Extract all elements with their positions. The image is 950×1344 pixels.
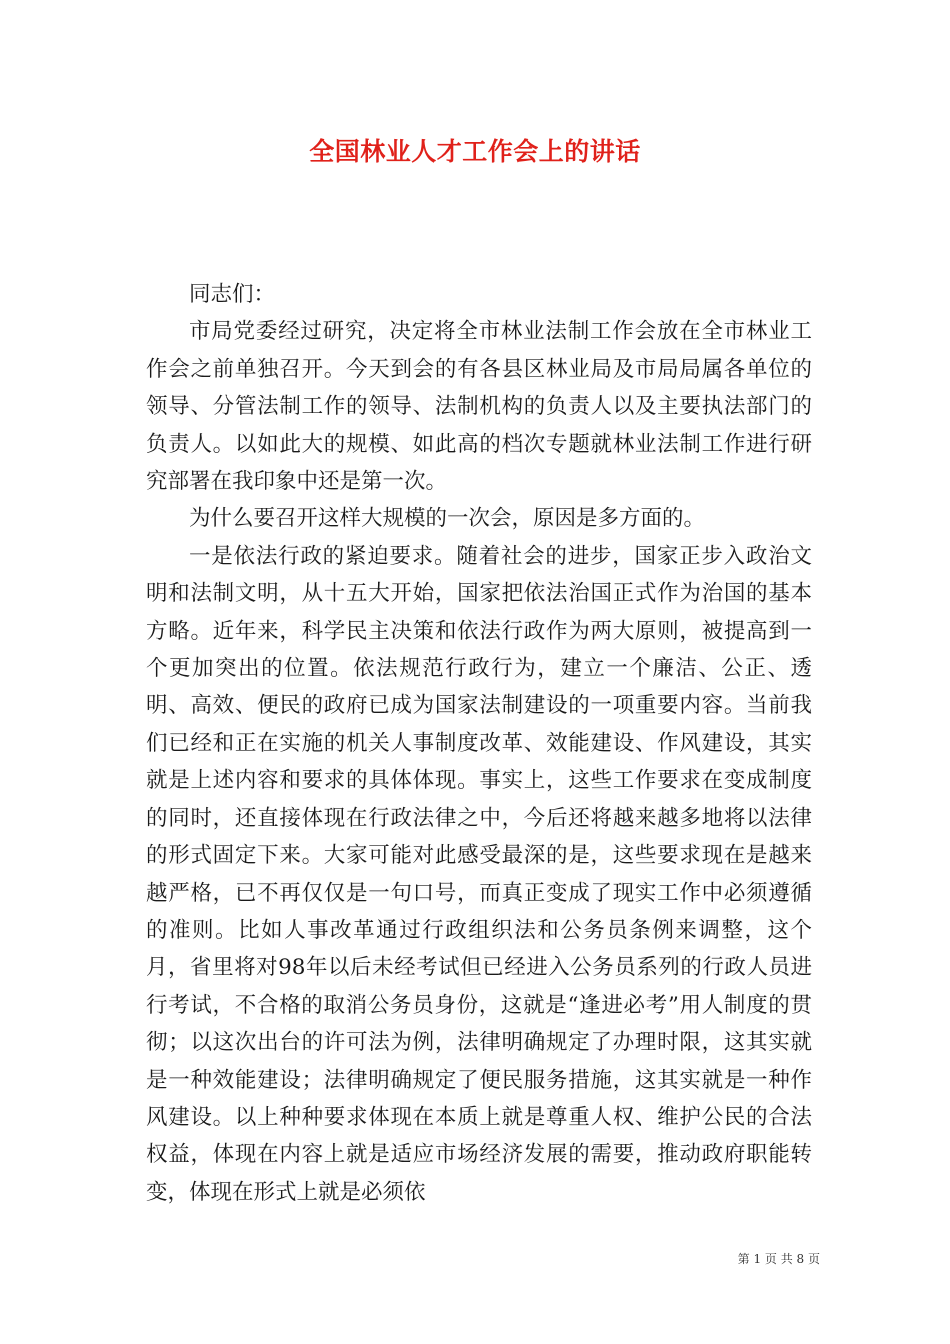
page-title: 全国林业人才工作会上的讲话 <box>309 137 641 166</box>
paragraph: 市局党委经过研究，决定将全市林业法制工作会放在全市林业工作会之前单独召开。今天到会的有各县区林业局及市局局属各单位的领导、分管法制工作的领导、法制机构的负责人以及主要执法部门的负责人。以如此大的规模、如此高的档次专题就林业法制工作进行研究部署在我印象中还是第一次。 <box>146 319 812 495</box>
page-number: 第 1 页 共 8 页 <box>737 1252 820 1266</box>
paragraph: 一是依法行政的紧迫要求。随着社会的进步，国家正步入政治文明和法制文明，从十五大开始，国家把依法治国正式作为治国的基本方略。近年来，科学民主决策和依法行政作为两大原则，被提高到一个更加突出的位置。依法规范行政行为，建立一个廉洁、公正、透明、高效、便民的政府已成为国家法制建设的一项重要内容。当前我们已经和正在实施的机关人事制度改革、效能建设、作风建设，其实就是上述内容和要求的具体体现。事实上，这些工作要求在变成制度的同时，还直接体现在行政法律之中，今后还将越来越多地将以法律的形式固定下来。大家可能对此感受最深的是，这些要求现在是越来越严格，已不再仅仅是一句口号，而真正变成了现实工作中必须遵循的准则。比如人事改革通过行政组织法和公务员条例来调整，这个月，省里将对98年以后未经考试但已经进入公务员系列的行政人员进行考试，不合格的取消公务员身份，这就是“逢进必考”用人制度的贯彻；以这次出台的许可法为例，法律明确规定了办理时限，这其实就是一种效能建设；法律明确规定了便民服务措施，这其实就是一种作风建设。以上种种要求体现在本质上就是尊重人权、维护公民的合法权益，体现在内容上就是适应市场经济发展的需要，推动政府职能转变，体现在形式上就是必须依 <box>146 543 812 1205</box>
greeting: 同志们： <box>189 282 276 307</box>
paragraph: 为什么要召开这样大规模的一次会，原因是多方面的。 <box>189 506 706 532</box>
document-body <box>146 276 812 1211</box>
